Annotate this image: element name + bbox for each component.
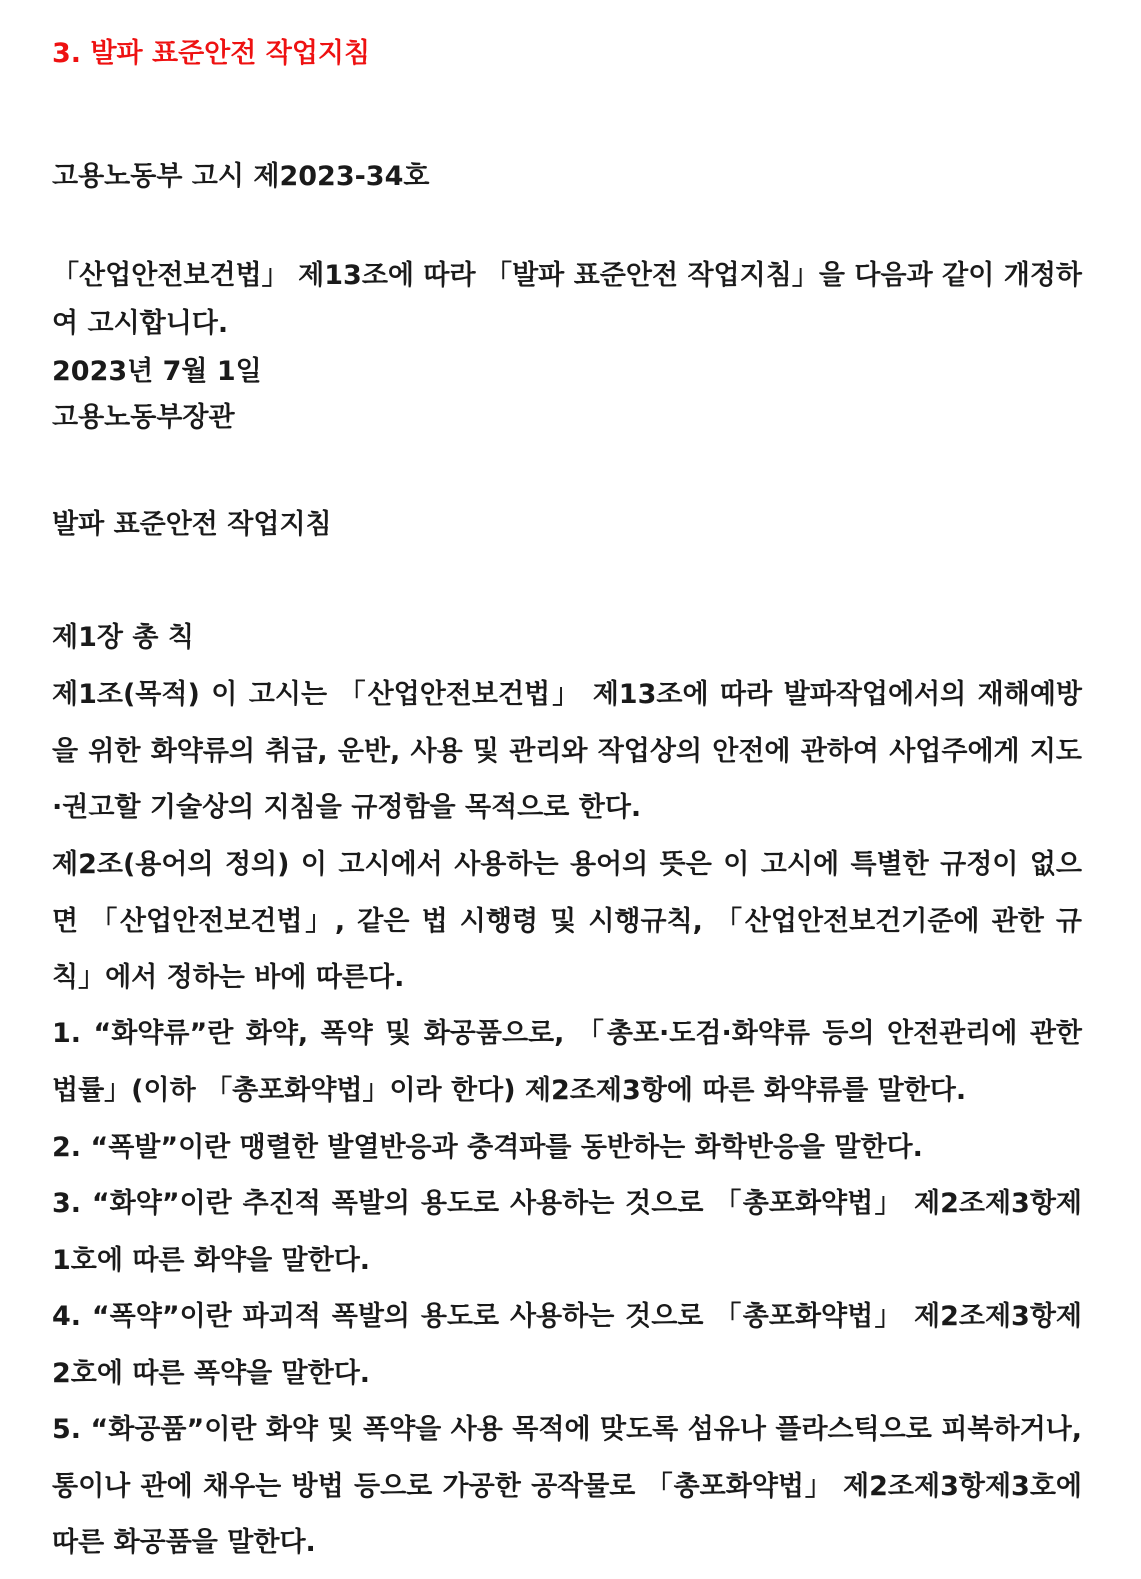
definition-item: 4. “폭약”이란 파괴적 폭발의 용도로 사용하는 것으로 「총포화약법」 제2조제3항제2호에 따른 폭약을 말한다.	[52, 1301, 1082, 1389]
chapter-title: 제1장 총 칙	[52, 622, 194, 653]
issuer: 고용노동부장관	[52, 402, 235, 433]
section-title: 3. 발파 표준안전 작업지침	[52, 38, 371, 69]
article-2: 제2조(용어의 정의) 이 고시에서 사용하는 용어의 뜻은 이 고시에 특별한 규정이 없으면 「산업안전보건법」, 같은 법 시행령 및 시행규칙, 「산업안전보건기준에 관한 규칙」에서 정하는 바에 따른다.	[52, 849, 1082, 993]
notice-date: 2023년 7월 1일	[52, 356, 262, 387]
definition-item: 3. “화약”이란 추진적 폭발의 용도로 사용하는 것으로 「총포화약법」 제2조제3항제1호에 따른 화약을 말한다.	[52, 1188, 1082, 1276]
document-title: 발파 표준안전 작업지침	[52, 509, 332, 540]
notice-text: 「산업안전보건법」 제13조에 따라 「발파 표준안전 작업지침」을 다음과 같이 개정하여 고시합니다.	[52, 260, 1082, 339]
article-1: 제1조(목적) 이 고시는 「산업안전보건법」 제13조에 따라 발파작업에서의 재해예방을 위한 화약류의 취급, 운반, 사용 및 관리와 작업상의 안전에 관하여 사업주에게 지도·권고할 기술상의 지침을 규정함을 목적으로 한다.	[52, 679, 1082, 823]
definition-item: 1. “화약류”란 화약, 폭약 및 화공품으로, 「총포·도검·화약류 등의 안전관리에 관한 법률」(이하 「총포화약법」이라 한다) 제2조제3항에 따른 화약류를 말한다.	[52, 1018, 1082, 1106]
notice-number: 고용노동부 고시 제2023-34호	[52, 161, 430, 192]
definition-item: 5. “화공품”이란 화약 및 폭약을 사용 목적에 맞도록 섬유나 플라스틱으로 피복하거나, 통이나 관에 채우는 방법 등으로 가공한 공작물로 「총포화약법」 제2조제3항제3호에 따른 화공품을 말한다.	[52, 1414, 1082, 1558]
definition-item: 2. “폭발”이란 맹렬한 발열반응과 충격파를 동반하는 화학반응을 말한다.	[52, 1132, 923, 1163]
